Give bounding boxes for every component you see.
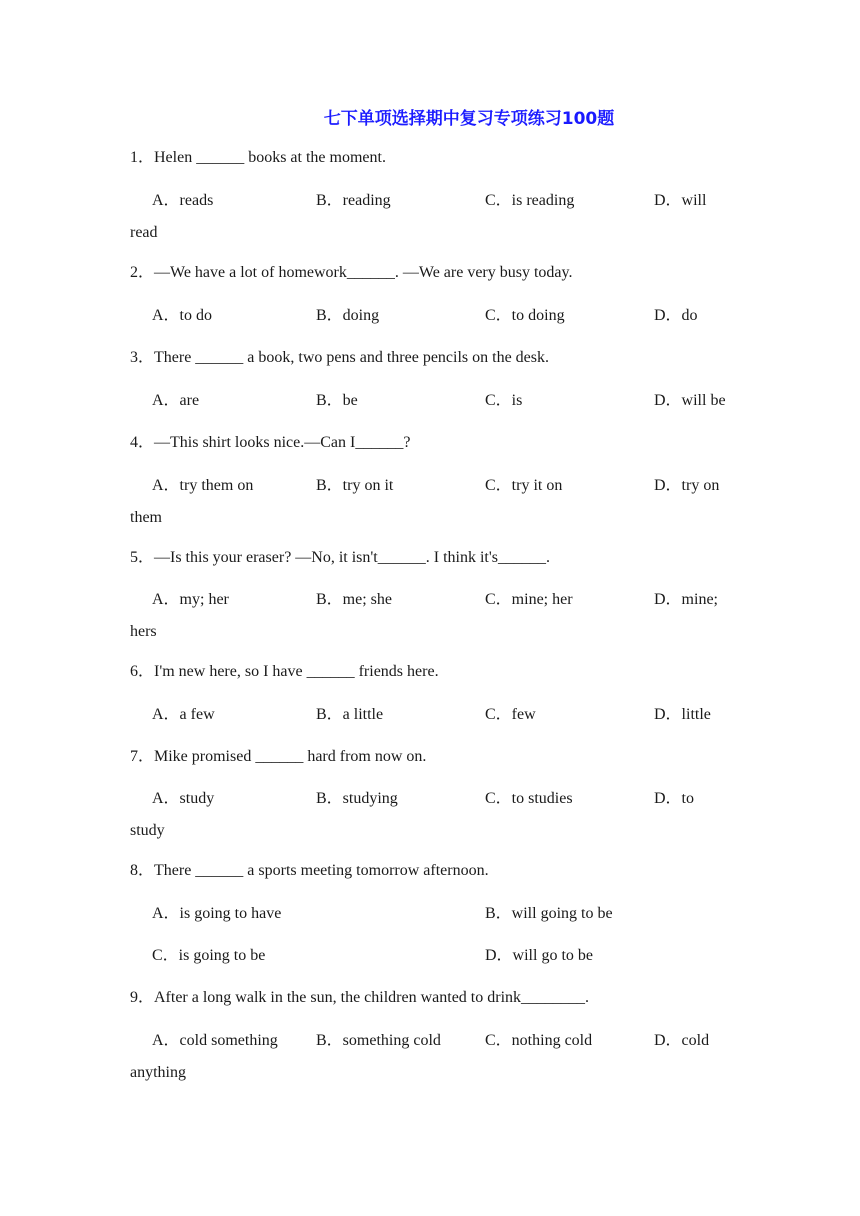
option-c: C．to studies — [485, 790, 573, 807]
option-d: D．cold — [654, 1032, 710, 1049]
option-wrap-text: read — [130, 224, 158, 241]
option-b: B．a little — [316, 706, 384, 723]
option-d: D．will — [654, 192, 707, 209]
option-b: B．reading — [316, 192, 391, 209]
option-c: C．is going to be — [152, 947, 266, 964]
option-c: C．few — [485, 706, 536, 723]
option-b: B．studying — [316, 790, 398, 807]
option-d: D．will go to be — [485, 947, 593, 964]
option-a: A．my; her — [152, 591, 229, 608]
option-b: B．me; she — [316, 591, 392, 608]
question-stem: 6．I'm new here, so I have ______ friends here. — [130, 663, 439, 680]
question-stem: 5．—Is this your eraser? —No, it isn't______. I think it's______. — [130, 549, 550, 566]
option-wrap-text: them — [130, 509, 162, 526]
question-stem: 1．Helen ______ books at the moment. — [130, 149, 386, 166]
question-stem: 9．After a long walk in the sun, the children wanted to drink________. — [130, 989, 590, 1006]
question-stem: 4．—This shirt looks nice.—Can I______? — [130, 434, 411, 451]
option-a: A．study — [152, 790, 215, 807]
option-a: A．reads — [152, 192, 214, 209]
question-stem: 3．There ______ a book, two pens and three pencils on the desk. — [130, 349, 550, 366]
option-d: D．do — [654, 307, 698, 324]
option-c: C．is — [485, 392, 523, 409]
option-wrap-text: hers — [130, 623, 157, 640]
option-a: A．cold something — [152, 1032, 278, 1049]
page-title: 七下单项选择期中复习专项练习100题 — [323, 109, 615, 129]
option-a: A．to do — [152, 307, 213, 324]
option-wrap-text: study — [130, 822, 165, 839]
option-c: C．is reading — [485, 192, 575, 209]
question-stem: 7．Mike promised ______ hard from now on. — [130, 748, 427, 765]
option-d: D．mine; — [654, 591, 718, 608]
option-a: A．a few — [152, 706, 215, 723]
option-b: B．something cold — [316, 1032, 441, 1049]
option-c: C．nothing cold — [485, 1032, 593, 1049]
option-b: B．doing — [316, 307, 380, 324]
option-a: A．are — [152, 392, 200, 409]
option-b: B．try on it — [316, 477, 394, 494]
option-b: B．be — [316, 392, 358, 409]
option-c: C．to doing — [485, 307, 565, 324]
option-a: A．try them on — [152, 477, 254, 494]
question-stem: 8．There ______ a sports meeting tomorrow afternoon. — [130, 862, 489, 879]
option-b: B．will going to be — [485, 905, 613, 922]
option-d: D．try on — [654, 477, 720, 494]
option-d: D．will be — [654, 392, 726, 409]
question-stem: 2．—We have a lot of homework______. —We are very busy today. — [130, 264, 573, 281]
option-d: D．to — [654, 790, 695, 807]
option-wrap-text: anything — [130, 1064, 186, 1081]
option-c: C．mine; her — [485, 591, 573, 608]
option-a: A．is going to have — [152, 905, 282, 922]
option-d: D．little — [654, 706, 711, 723]
option-c: C．try it on — [485, 477, 563, 494]
